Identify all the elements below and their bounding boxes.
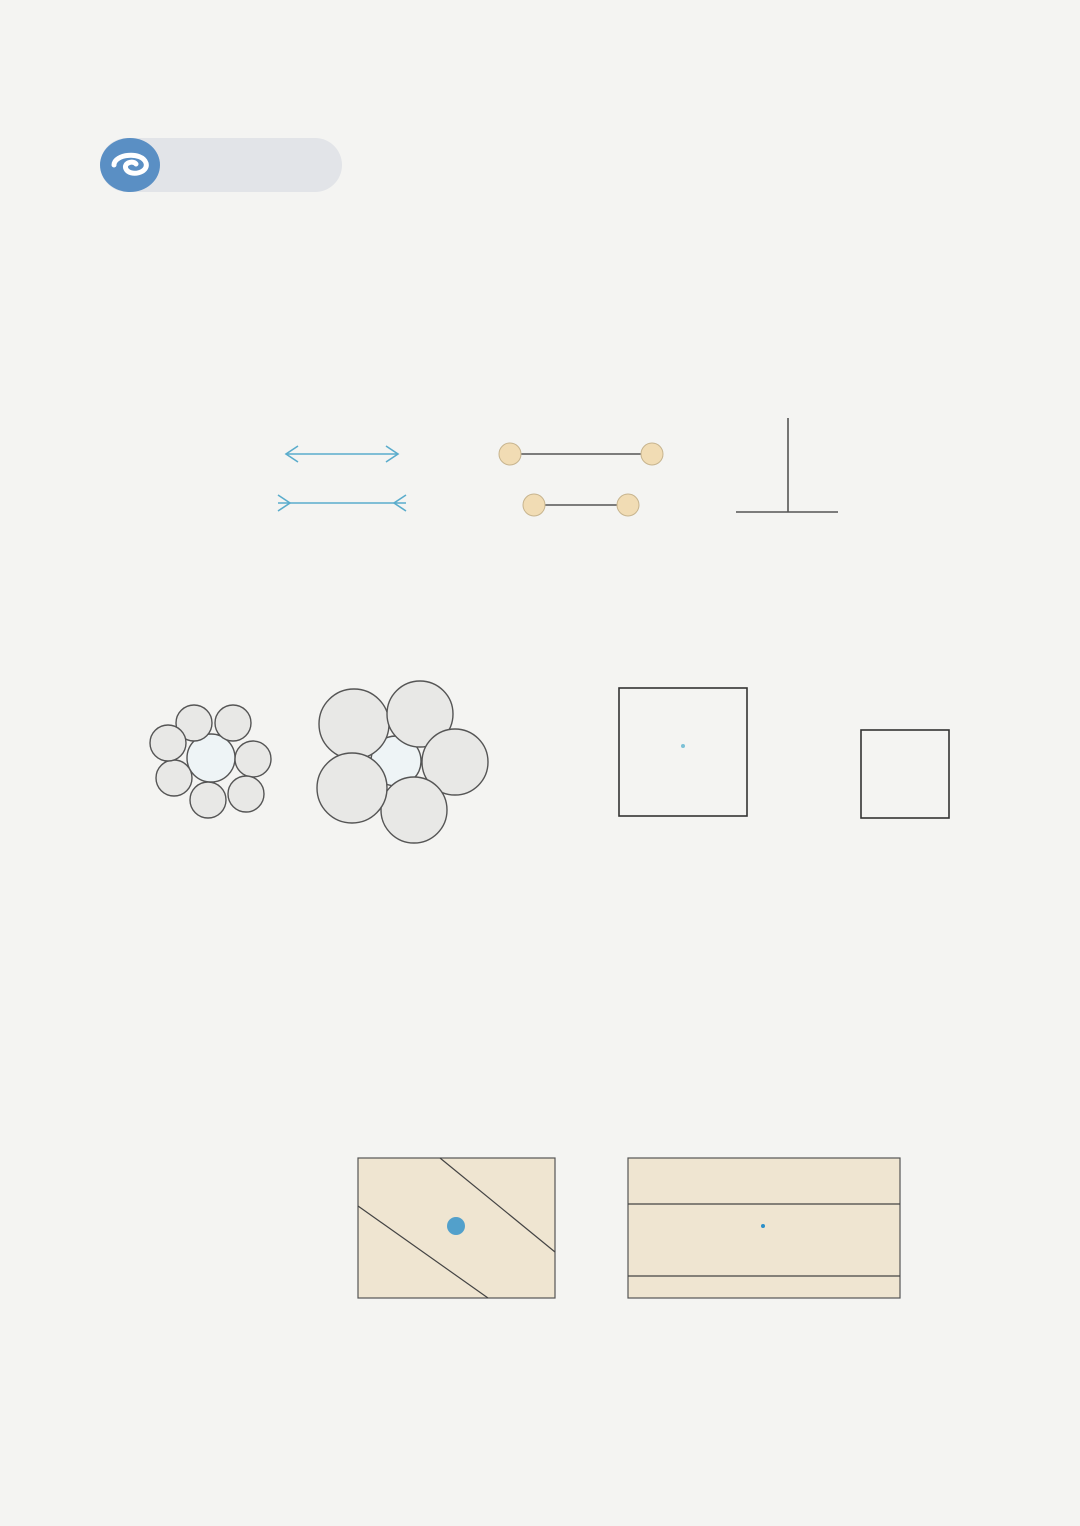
figure-2	[140, 670, 500, 850]
panel-right	[628, 1158, 900, 1298]
arrow-lines	[278, 446, 406, 511]
figure-4	[220, 1130, 910, 1310]
figure-1	[270, 410, 870, 530]
t-lines	[736, 418, 838, 512]
swirl-icon	[100, 136, 164, 194]
figure-3	[585, 650, 985, 840]
circle-end-lines	[499, 443, 663, 516]
